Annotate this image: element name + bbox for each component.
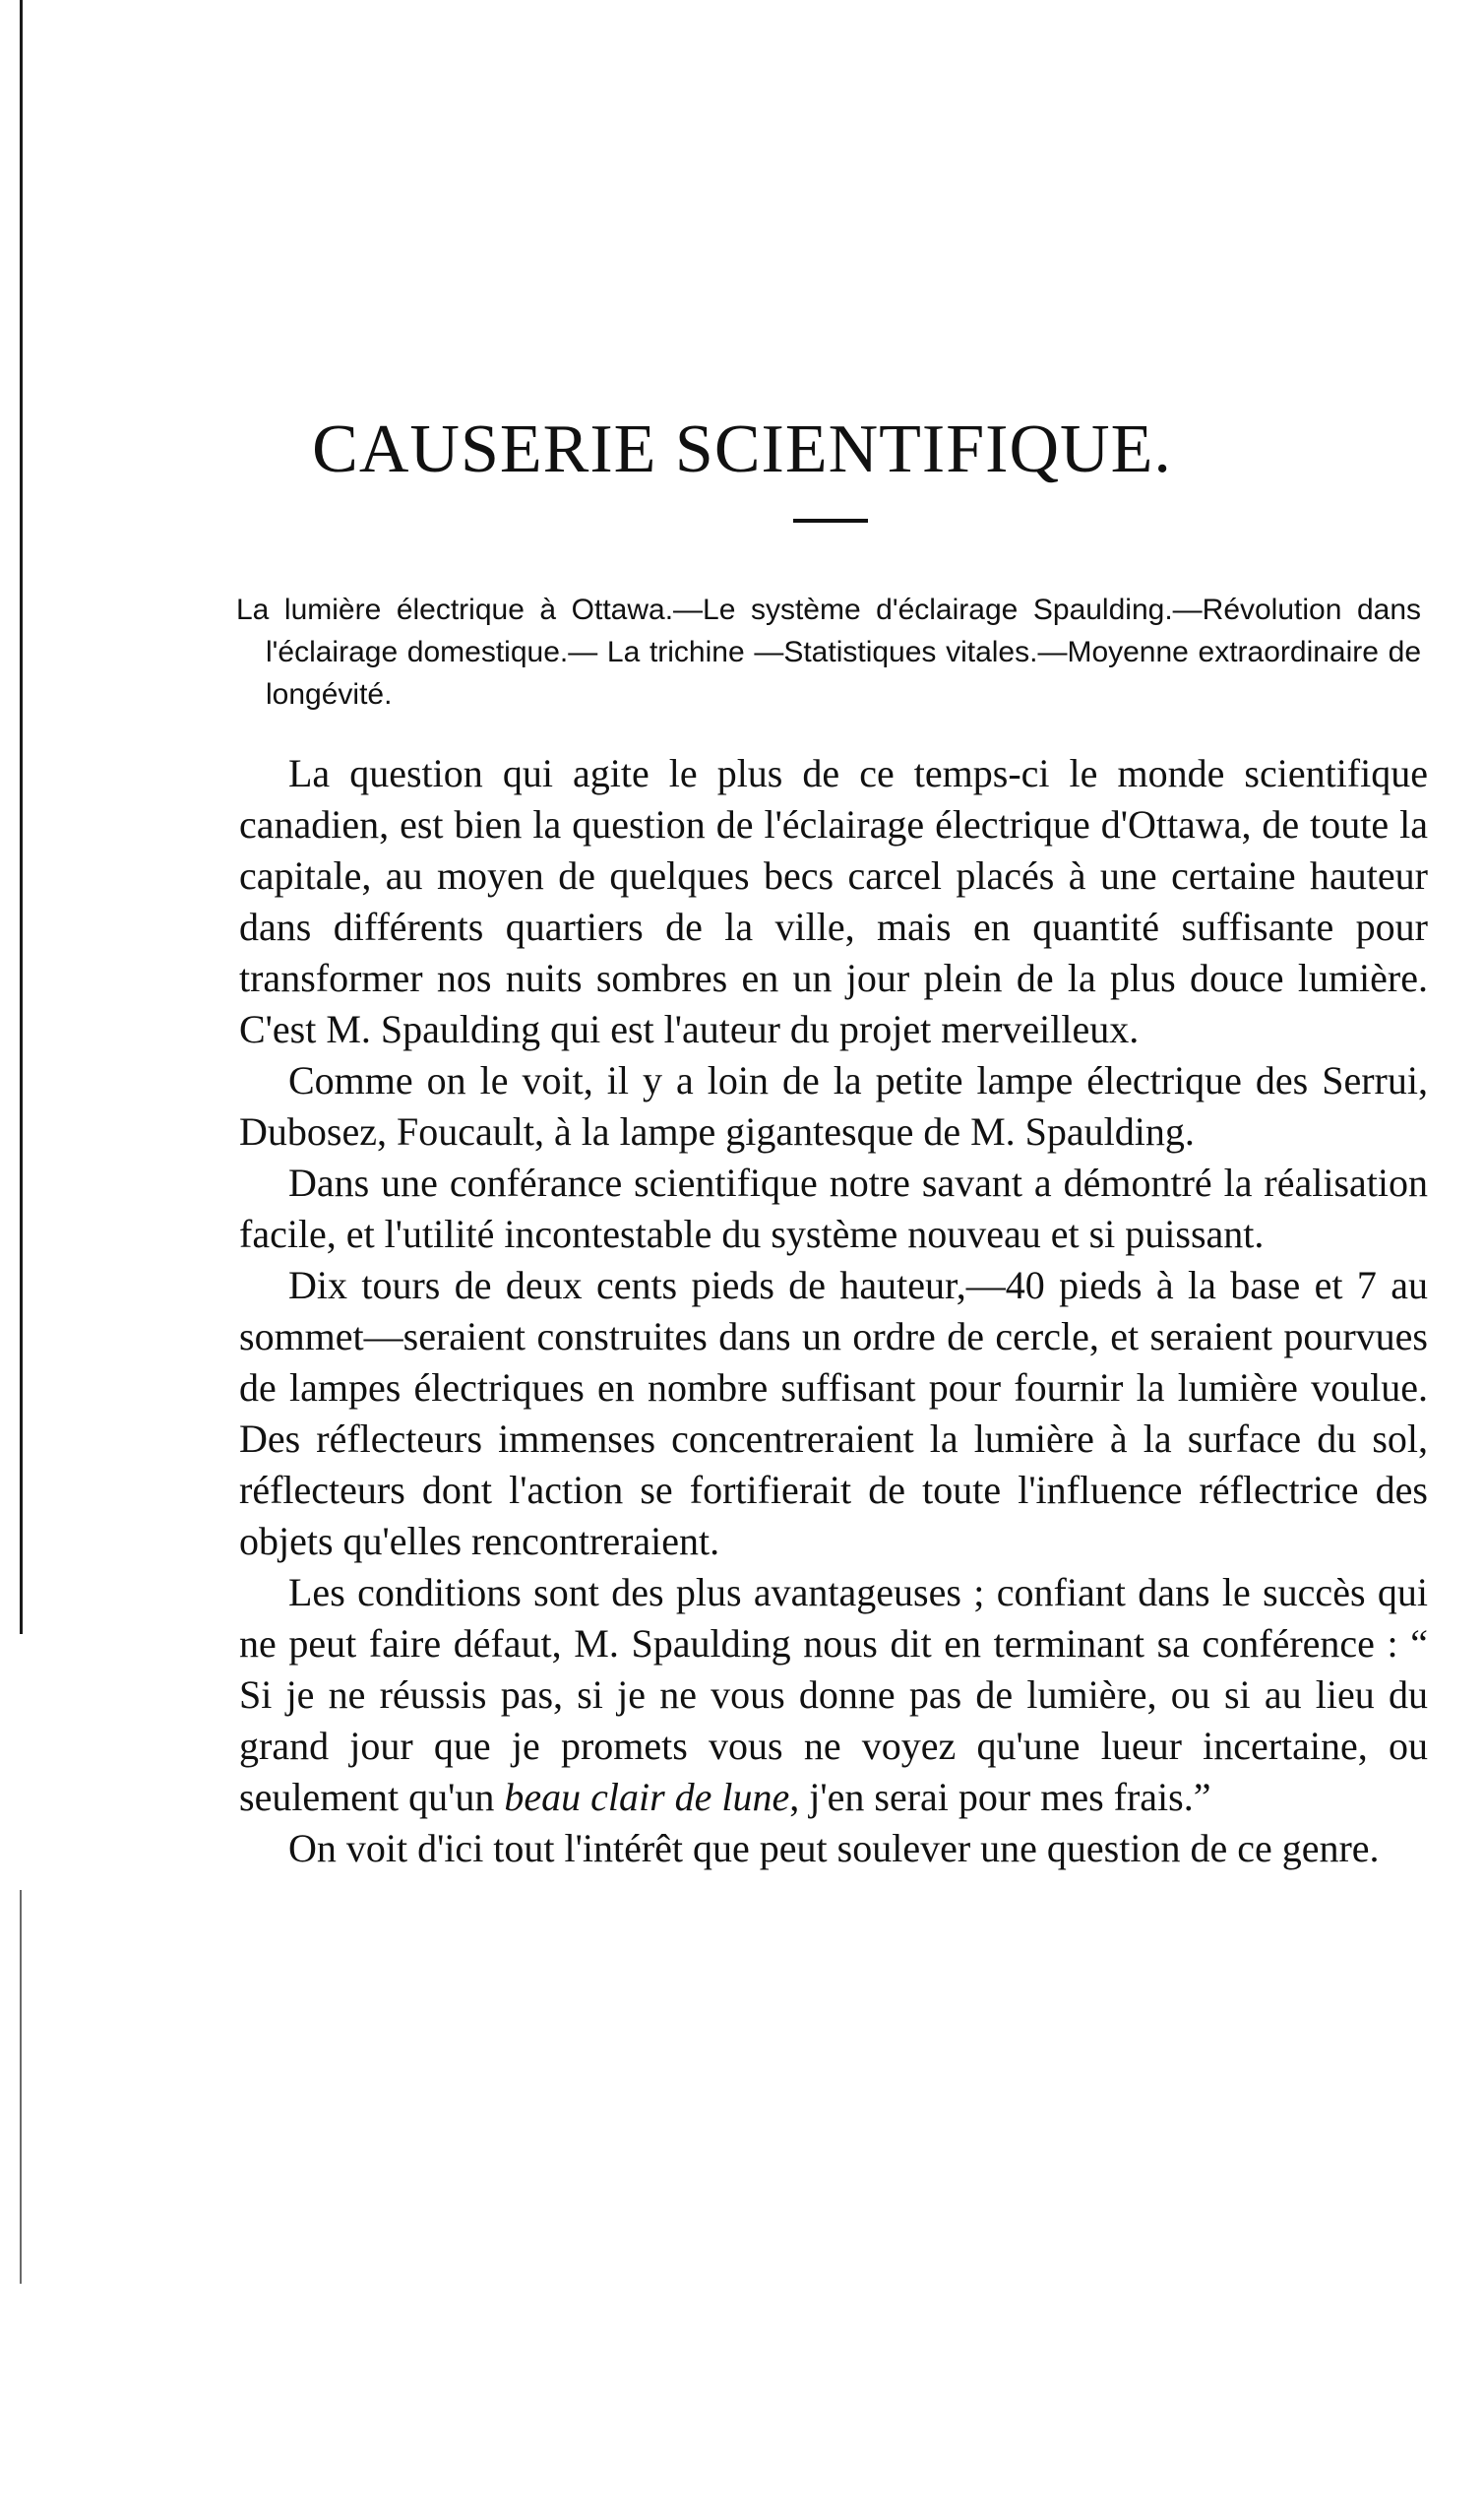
paragraph-1: La question qui agite le plus de ce temps-ci le monde scientifique canadien, est bien la question de l'éclairage électrique d'Ottawa, de toute la capitale, au moyen de quelques becs carcel placés à une certaine hauteur dans différents quartiers de la ville, mais en quantité suffisante pour transformer nos nuits sombres en un jour plein de la plus douce lumière. C'est M. Spaulding qui est l'auteur du projet merveilleux. bbox=[239, 751, 1428, 1051]
paragraph-4: Dix tours de deux cents pieds de hauteur,—40 pieds à la base et 7 au sommet—seraient construites dans un ordre de cercle, et seraient pourvues de lampes électriques en nombre suffisant pour fournir la lumière voulue. Des réflecteurs immenses concentreraient la lumière à la surface du sol, réflecteurs dont l'action se fortifierait de toute l'influence réflectrice des objets qu'elles rencontreraient. bbox=[239, 1263, 1428, 1563]
page-margin-rule-lower bbox=[20, 1890, 22, 2284]
title-divider bbox=[793, 519, 868, 523]
paragraph-6: On voit d'ici tout l'intérêt que peut soulever une question de ce genre. bbox=[288, 1826, 1380, 1870]
page-margin-rule bbox=[20, 0, 23, 1634]
paragraph-5-text: Les conditions sont des plus avantageuses ; confiant dans le succès qui ne peut faire défaut, M. Spaulding nous dit en terminant sa conférence : “ Si je ne réussis pas, si je ne vous donne pas de lumière, ou si au lieu du grand jour que je promets vous ne voyez qu'une lueur incertaine, ou seulement qu'un bbox=[239, 1570, 1428, 1819]
paragraph-5 bbox=[239, 1567, 1428, 1823]
chapter-summary: La lumière électrique à Ottawa.—Le système d'éclairage Spaulding.—Révolution dans l'éclairage domestique.— La trichine —Statistiques vitales.—Moyenne extraordinaire de longévité. bbox=[236, 594, 1421, 711]
paragraph-3: Dans une conférance scientifique notre savant a démontré la réalisation facile, et l'utilité incontestable du système nouveau et si puissant. bbox=[239, 1161, 1428, 1256]
article-body bbox=[239, 748, 1428, 1874]
paragraph-5-emphasis: beau clair de lune bbox=[504, 1775, 790, 1819]
page-title: CAUSERIE SCIENTIFIQUE. bbox=[312, 410, 1172, 487]
paragraph-2: Comme on le voit, il y a loin de la petite lampe électrique des Serrui, Dubosez, Foucault, à la lampe gigantesque de M. Spaulding. bbox=[239, 1058, 1428, 1154]
paragraph-5-text-end: , j'en serai pour mes frais.” bbox=[789, 1775, 1211, 1819]
